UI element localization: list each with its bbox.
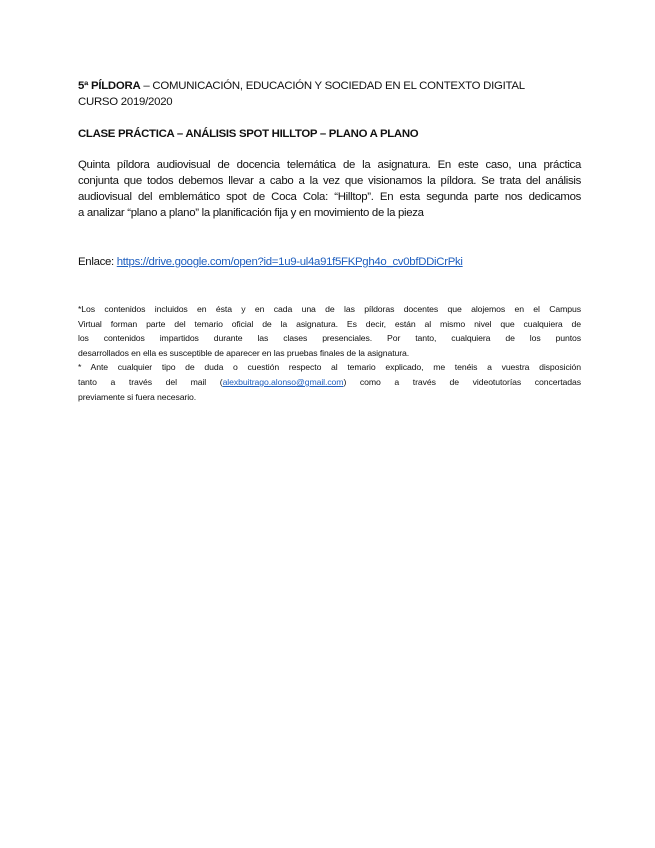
pill-label: 5ª PÍLDORA bbox=[78, 80, 141, 92]
contact-prefix: tanto a través del mail ( bbox=[78, 376, 223, 387]
note-line: desarrollados en ella es susceptible de aparecer en las pruebas finales de la asignatura. bbox=[78, 347, 410, 358]
note-line: *Los contenidos incluidos en ésta y en cada una de las píldoras docentes que alojemos en el Campus bbox=[78, 304, 581, 314]
note-line: * Ante cualquier tipo de duda o cuestión respecto al temario explicado, me tenéis a vuestra disposición bbox=[78, 362, 581, 373]
section-title: CLASE PRÁCTICA – ANÁLISIS SPOT HILLTOP – PLANO A PLANO bbox=[78, 128, 419, 140]
intro-line: audiovisual del emblemático spot de Coca Cola: “Hilltop”. En esta segunda parte nos dedicamos bbox=[78, 191, 581, 203]
subject-title: – COMUNICACIÓN, EDUCACIÓN Y SOCIEDAD EN EL CONTEXTO DIGITAL bbox=[140, 80, 525, 92]
footnotes bbox=[78, 302, 581, 404]
course-year: CURSO 2019/2020 bbox=[78, 96, 173, 108]
note-line: previamente si fuera necesario. bbox=[78, 391, 197, 402]
email-link[interactable]: alexbuitrago.alonso@gmail.com bbox=[222, 376, 344, 387]
document-header bbox=[78, 78, 581, 94]
contact-suffix: ) como a través de videotutorías concertadas bbox=[343, 376, 581, 387]
link-line bbox=[78, 254, 581, 270]
document-body bbox=[78, 78, 581, 404]
intro-line: a analizar “plano a plano” la planificación fija y en movimiento de la pieza bbox=[78, 207, 424, 219]
intro-line: Quinta píldora audiovisual de docencia telemática de la asignatura. En este caso, una práctica bbox=[78, 159, 581, 171]
drive-link[interactable]: https://drive.google.com/open?id=1u9-ul4a91f5FKPgh4o_cv0bfDDiCrPki bbox=[116, 256, 463, 268]
note-line: Virtual forman parte del temario oficial de la asignatura. Es decir, están al mismo nivel que cualquiera de bbox=[78, 318, 581, 329]
intro-line: conjunta que todos debemos llevar a cabo a la vez que visionamos la píldora. Se trata del análisis bbox=[78, 175, 581, 187]
note-line: los contenidos impartidos durante las clases presenciales. Por tanto, cualquiera de los puntos bbox=[78, 333, 581, 344]
link-label: Enlace: bbox=[78, 256, 117, 268]
intro-paragraph bbox=[78, 157, 581, 221]
contact-line bbox=[78, 375, 581, 390]
